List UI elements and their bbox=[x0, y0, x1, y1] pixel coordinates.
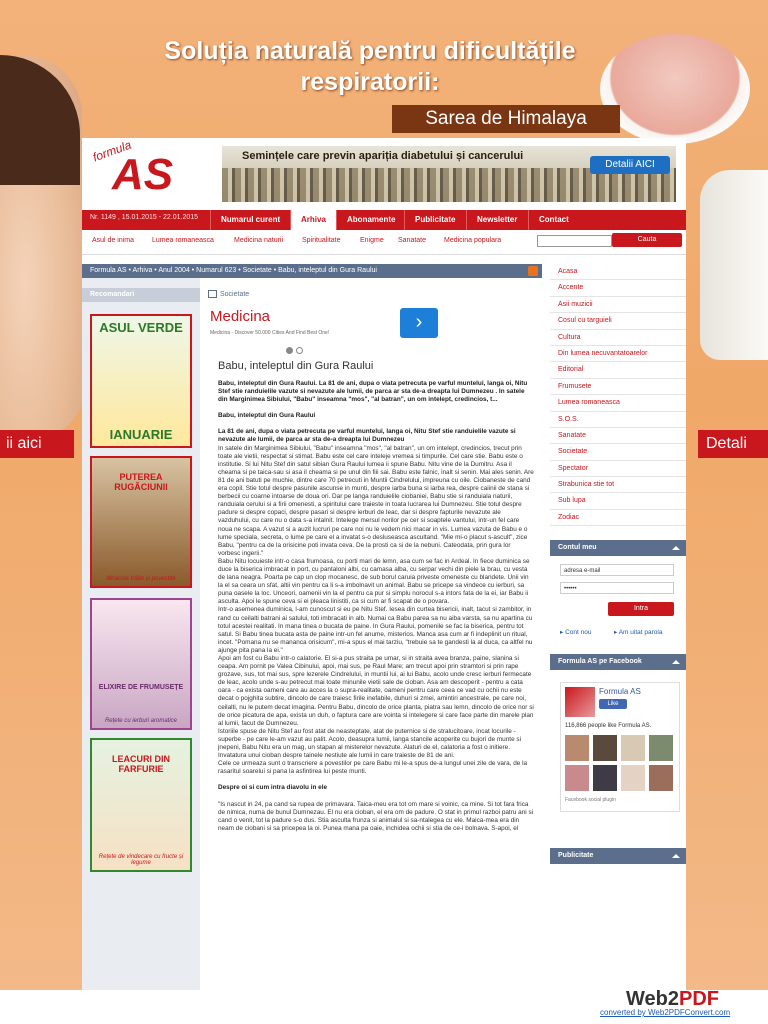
fb-page-name[interactable]: Formula AS bbox=[599, 687, 641, 696]
issue-number: Nr. 1149 , 15.01.2015 - 22.01.2015 bbox=[90, 214, 199, 221]
article-body bbox=[218, 380, 534, 841]
category-acasa[interactable]: Acasa bbox=[550, 264, 686, 280]
category-spectator[interactable]: Spectator bbox=[550, 461, 686, 477]
subnav-spiritualitate[interactable]: Spiritualitate bbox=[302, 237, 341, 244]
neti-pot-image bbox=[700, 170, 768, 360]
subnav-lumea-romaneasca[interactable]: Lumea romaneasca bbox=[152, 237, 214, 244]
article-paragraph: Apoi am fost cu Babu intr-o calatorie. El si-a pus straita pe umar, si in straita avea branza, paine, slanina si ceapa. Am pornit pe Valea Cibinului, apoi, mai sus, pe Raul Mare; am trecut apoi prin stramtori si prin rape grozave, sus, tot mai sus, spre lezerele Cindrelului, in muntii lui, ai lui Babu, acolo unde cresc ierburi fermecate de leac, acolo unde s-au petrecut mai toate minunile vietii sale de cioban. Asa am descoperit - pentru a cata oara - ca exista oameni care au acces la o supra-realitate, oameni pentru care ceea ce vad cu ochii nu este decat o pojghita subtire, dincolo de care traiesc firile inefabile, duhuri si zmei, amintiri ancestrale, pe care noi, ceilalti, nu le putem decat imagina. Pentru Babu, dincolo de orice planta, piatra sau lemn, dincolo de orice nor si de orice picatura de apa, exista un duh, o faptura care are vointa si intelegere si care face parte din marele plan al lumii, facut de Dumnezeu. bbox=[218, 655, 534, 727]
search-button[interactable]: Cauta bbox=[612, 233, 682, 247]
category-accente[interactable]: Accente bbox=[550, 280, 686, 296]
article-paragraph: "Is nascut in 24, pa cand sa rupea de primavara. Taica-meu era tot om mare si voinic, ca mine. Si tot fara frica de nimica, numa de bunul Dumnezau. El nu era cioban, el era om de padure. O stat in primul razboi patru ani si cand o venit, tot la padure s-o dus. Stia asculta frunza si animalul si sa-ntalegea cu ele. Maica-mea era din neam de ciobani si sa pricepea la oi. Punea mana pa oaie, inchidea ochii si stia de ce-i bolnava. S-apoi, el bbox=[218, 800, 534, 832]
nav-subscriptions[interactable]: Abonamente bbox=[336, 210, 405, 230]
breadcrumb bbox=[82, 264, 542, 278]
subnav-enigme[interactable]: Enigme bbox=[360, 237, 384, 244]
category-lumea-romaneasca[interactable]: Lumea romaneasca bbox=[550, 395, 686, 411]
article-lead: Babu, inteleptul din Gura Raului. La 81 de ani, dupa o viata petrecuta pe varful muntelui, langa oi, Nitu Stef stie randuielile vazute si nevazute ale lumii, de parca ar sta de-a dreapta lui Dumnezeu . In satele din Marginimea Sibiului, "Babu" inseamna "mos", "al batran", un om intelept, credincios, t... bbox=[218, 380, 528, 404]
category-editorial[interactable]: Editorial bbox=[550, 362, 686, 378]
left-sidebar bbox=[82, 278, 200, 990]
category-zodiac[interactable]: Zodiac bbox=[550, 510, 686, 526]
book-title: ELIXIRE DE FRUMUSEȚE bbox=[98, 684, 184, 691]
article-column bbox=[208, 278, 542, 990]
right-sidebar bbox=[550, 264, 686, 990]
fb-plugin-label: Facebook social plugin bbox=[565, 797, 616, 803]
nav-current-issue[interactable]: Numarul curent bbox=[210, 210, 290, 230]
avatar[interactable] bbox=[593, 765, 617, 791]
search-input[interactable] bbox=[537, 235, 612, 247]
banner-title: Soluția naturală pentru dificultățile respiratorii: bbox=[164, 37, 576, 96]
avatar[interactable] bbox=[593, 735, 617, 761]
category-strabunica-stie-tot[interactable]: Strabunica stie tot bbox=[550, 477, 686, 493]
page-container bbox=[82, 138, 686, 990]
article-paragraph: Babu Nitu locuieste intr-o casa frumoasa, cu porti mari de lemn, asa cum se fac in Ardeal. In fiece duminica se duce la biserica imbracat in port, cu pantaloni albi, cu camasa alba, cu serpar vechi din piele la brau, cu vesta de lana neagra. Poarta pe cap un clop mocanesc, de sub borul caruia priveste omeneste cu blandete. Unii vin la el sa ceara un sfat, altii vin pentru ca li s-a imbolnavit un animal. Babu se pricepe sa vindece cu ierburi, sa puna oasele la loc. Unceori, oamenii vin la el pentru ca pur si simplu norocul s-a intors fata de la ei, iar Babu ii asculta. Apoi le spune ceva si ei pleaca linistiti, ca si cum ar fi scapat de o povara. bbox=[218, 557, 530, 606]
facebook-heading[interactable]: Formula AS pe Facebook bbox=[550, 654, 686, 670]
article-intro: La 81 de ani, dupa o viata petrecuta pe varful muntelui, langa oi, Nitu Stef stie randuielile vazute si nevazute ale lumii, de parca ar sta de-a dreapta lui Dumnezeu bbox=[218, 428, 516, 444]
chevron-right-icon[interactable]: › bbox=[400, 308, 438, 338]
login-button[interactable]: Intra bbox=[608, 602, 674, 616]
avatar[interactable] bbox=[649, 765, 673, 791]
avatar[interactable] bbox=[565, 765, 589, 791]
web2pdf-logo[interactable]: Web2PDF bbox=[626, 988, 719, 1010]
avatar[interactable] bbox=[621, 735, 645, 761]
category-frumusete[interactable]: Frumusete bbox=[550, 379, 686, 395]
book-title: LEACURI DIN FARFURIE bbox=[112, 754, 170, 774]
formula-as-logo[interactable]: formula AS bbox=[90, 137, 174, 199]
article-subtitle: Babu, inteleptul din Gura Raului bbox=[218, 412, 316, 420]
book-title: ASUL VERDE bbox=[99, 320, 183, 335]
nav-archive[interactable]: Arhiva bbox=[290, 210, 336, 230]
login-form bbox=[550, 556, 686, 646]
dot-icon[interactable] bbox=[296, 347, 303, 354]
category-societate[interactable]: Societate bbox=[550, 444, 686, 460]
nav-contact[interactable]: Contact bbox=[528, 210, 579, 230]
article-title: Babu, inteleptul din Gura Raului bbox=[218, 360, 374, 372]
breadcrumb-text[interactable]: Formula AS • Arhiva • Anul 2004 • Numarul 623 • Societate • Babu, inteleptul din Gura Raului bbox=[90, 267, 377, 274]
avatar[interactable] bbox=[649, 735, 673, 761]
book-subtitle: IANUARIE bbox=[109, 427, 173, 442]
header-ad-button[interactable]: Detalii AICI bbox=[590, 156, 670, 174]
ad-description: Medicina - Discover 50.000 Cities And Find Best One! bbox=[210, 330, 330, 336]
category-sos[interactable]: S.O.S. bbox=[550, 412, 686, 428]
category-cosul-cu-targuieli[interactable]: Cosul cu targuieli bbox=[550, 313, 686, 329]
fb-like-count: 116,866 people like Formula AS. bbox=[565, 723, 652, 729]
category-sanatate[interactable]: Sanatate bbox=[550, 428, 686, 444]
avatar[interactable] bbox=[565, 735, 589, 761]
book-asul-verde[interactable] bbox=[90, 314, 192, 448]
category-din-lumea-necuvantatoarelor[interactable]: Din lumea necuvantatoarelor bbox=[550, 346, 686, 362]
category-sub-lupa[interactable]: Sub lupa bbox=[550, 493, 686, 509]
subnav-sanatate[interactable]: Sanatate bbox=[398, 237, 427, 244]
subnav-asul-de-inima[interactable]: Asul de inima bbox=[92, 237, 135, 244]
article-paragraph: In satele din Marginimea Sibiului, "Babu" inseamna "mos", "al batran", un om intelept, credincios, trecut prin toate ale vietii, respectat si stimat. Babu este cel care inteleje vremea si timpurile. Cel care stie. Babu este o institutie. Si lui Nitu Stef din satul sibian Gura Raului lumea ii spune Babu. Nitu vine de la Dumitru. Asa il cheama si pe taica-sau si asa il cheama si pe unul din fiii sai. Babu este falnic, inalt si senin. Mai ales senin. Are 81 de ani batuti pe muchie, dintre care 70 petrecuti in Muntii Cindrelului, impreuna cu oile. Ciobaneste de cand era copil. Stie totul despre pasunile ascunse in munti, despre iarba buna si iarba rea, despre caiinii de stana si berbecii cu coarne intoarse de doua ori. Dar pe langa randuielile ciobaniei, Babu stie si randuiala naturii, randuiala cerului si a firii omenesti, a spiritului care traieste in toata lucrarea lui Dumnezeu. Stie totul despre padure si despre copaci, despre pasari si despre ierburi de leac, dar si despre fapturile nevazute ale vazduhului, cu care nu o data s-a intalnit. Intelege mersul norilor pe cer si soaptele vantului, intr-un fel care noua ne scapa. A vazut si a auzit lucruri pe care noi nu le vedem nici macar in vis. Lumea vazuta de Babu e o lume speciala, secreta, o lume pe care el a invatat s-o desluseasca ascultand. "Mie mi-o placut s-ascult", zice Babu, "pentru ca de la orisicine poti invata ceva. De la prosti ca si de la nebuni. Cateodata, prin gura lor vorbesc ingerii." bbox=[218, 444, 534, 557]
book-leacuri-din-farfurie[interactable] bbox=[90, 738, 192, 872]
main-nav bbox=[82, 210, 686, 230]
book-title: PUTEREA RUGĂCIUNII bbox=[114, 472, 168, 492]
advertising-heading[interactable]: Publicitate bbox=[550, 848, 686, 864]
medicina-ad[interactable] bbox=[210, 308, 438, 348]
banner-left-button[interactable]: ii aici bbox=[0, 430, 74, 458]
banner-subtitle: Sarea de Himalaya bbox=[392, 105, 620, 133]
new-account-link[interactable]: ▸ Cont nou bbox=[560, 629, 592, 636]
carousel-dots[interactable] bbox=[286, 341, 306, 359]
web2pdf-link[interactable]: converted by Web2PDFConvert.com bbox=[600, 1008, 731, 1017]
logo-container[interactable] bbox=[82, 138, 210, 208]
book-subtitle: Rețete cu ierburi aromatice bbox=[104, 718, 178, 724]
sub-nav bbox=[82, 230, 686, 255]
subnav-medicina-naturii[interactable]: Medicina naturii bbox=[234, 237, 284, 244]
account-heading[interactable]: Contul meu bbox=[550, 540, 686, 556]
recommendations-heading: Recomandari bbox=[82, 288, 200, 302]
fb-fan-faces bbox=[565, 735, 675, 793]
ad-title: Medicina bbox=[210, 308, 271, 325]
book-subtitle: Miracole trăite și povestite bbox=[106, 576, 176, 582]
article-paragraph: Istoriile spuse de Nitu Stef au fost atat de neasteptate, atat de puternice si de stralucitoare, incat locurile - superbe - pe care le-am vazut au palit. Acolo, deasupra lumii, langa stancile acoperite cu bujori de munte si jnepeni, Babu Nitu era un mag, un stapan al misterelor nevazute. Alaturi de el, calatoria a fost o initiere. Invatatura unui cioban despre tainele nestiute ale lumii in care traieste de 81 de ani. bbox=[218, 727, 522, 760]
email-field[interactable]: adresa e-mail bbox=[560, 564, 674, 576]
subnav-medicina-populara[interactable]: Medicina populara bbox=[444, 237, 502, 244]
password-field[interactable]: •••••• bbox=[560, 582, 674, 594]
nav-advertising[interactable]: Publicitate bbox=[404, 210, 465, 230]
banner-right-button[interactable]: Detali bbox=[698, 430, 768, 458]
book-elixire-de-frumusete[interactable] bbox=[90, 598, 192, 730]
header-ad-text: Semințele care previn apariția diabetului și cancerului bbox=[242, 150, 524, 162]
rss-icon[interactable] bbox=[528, 266, 538, 276]
fb-page-avatar[interactable] bbox=[565, 687, 595, 717]
dot-icon[interactable] bbox=[286, 347, 293, 354]
book-subtitle: Rețete de vindecare cu fructe și legume bbox=[98, 854, 184, 866]
article-paragraph: Cele ce urmeaza sunt o transcriere a povestilor pe care Babu mi le-a spus de-a lungul unei zile de vara, de la rasaritul soarelui si pana la asfintirea lui peste munti. bbox=[218, 760, 528, 776]
nav-newsletter[interactable]: Newsletter bbox=[466, 210, 527, 230]
facebook-widget bbox=[560, 682, 680, 812]
article-heading: Despre oi si cum intra diavolu in ele bbox=[218, 784, 328, 792]
category-asii-muzicii[interactable]: Asii muzicii bbox=[550, 297, 686, 313]
section-tag[interactable]: Societate bbox=[208, 290, 249, 298]
book-puterea-rugaciunii[interactable] bbox=[90, 456, 192, 588]
header-ad[interactable] bbox=[222, 146, 676, 202]
forgot-password-link[interactable]: ▸ Am uitat parola bbox=[614, 629, 663, 636]
avatar[interactable] bbox=[621, 765, 645, 791]
fb-like-button[interactable]: Like bbox=[599, 699, 627, 709]
category-cultura[interactable]: Cultura bbox=[550, 330, 686, 346]
category-list bbox=[550, 264, 686, 526]
article-paragraph: Intr-o asemenea duminica, l-am cunoscut si eu pe Nitu Stef. Iesea din curtea bisericii, inalt, tacut si zambitor, in rand cu ceilalti batrani ai satului, toti imbracati in alb. Numai ca Babu parea sa nu aiba varsta, sa nu apartina cu totul acestei realitati. In mana tinea o bucata de paine. In Gura Raului, pomenile se fac la biserica, pentru tot satul. Si Babu tinea bucata asta de paine intr-un fel anume, misterios. Manca asa cum ar fi indeplinit un ritual, incet. "Pomana nu se mananca orisicum", mi-a spus el mai tarziu, "trebuie sa te gandesti la al duca, ca altfel nu ajunge pita pana la ei." bbox=[218, 606, 533, 654]
